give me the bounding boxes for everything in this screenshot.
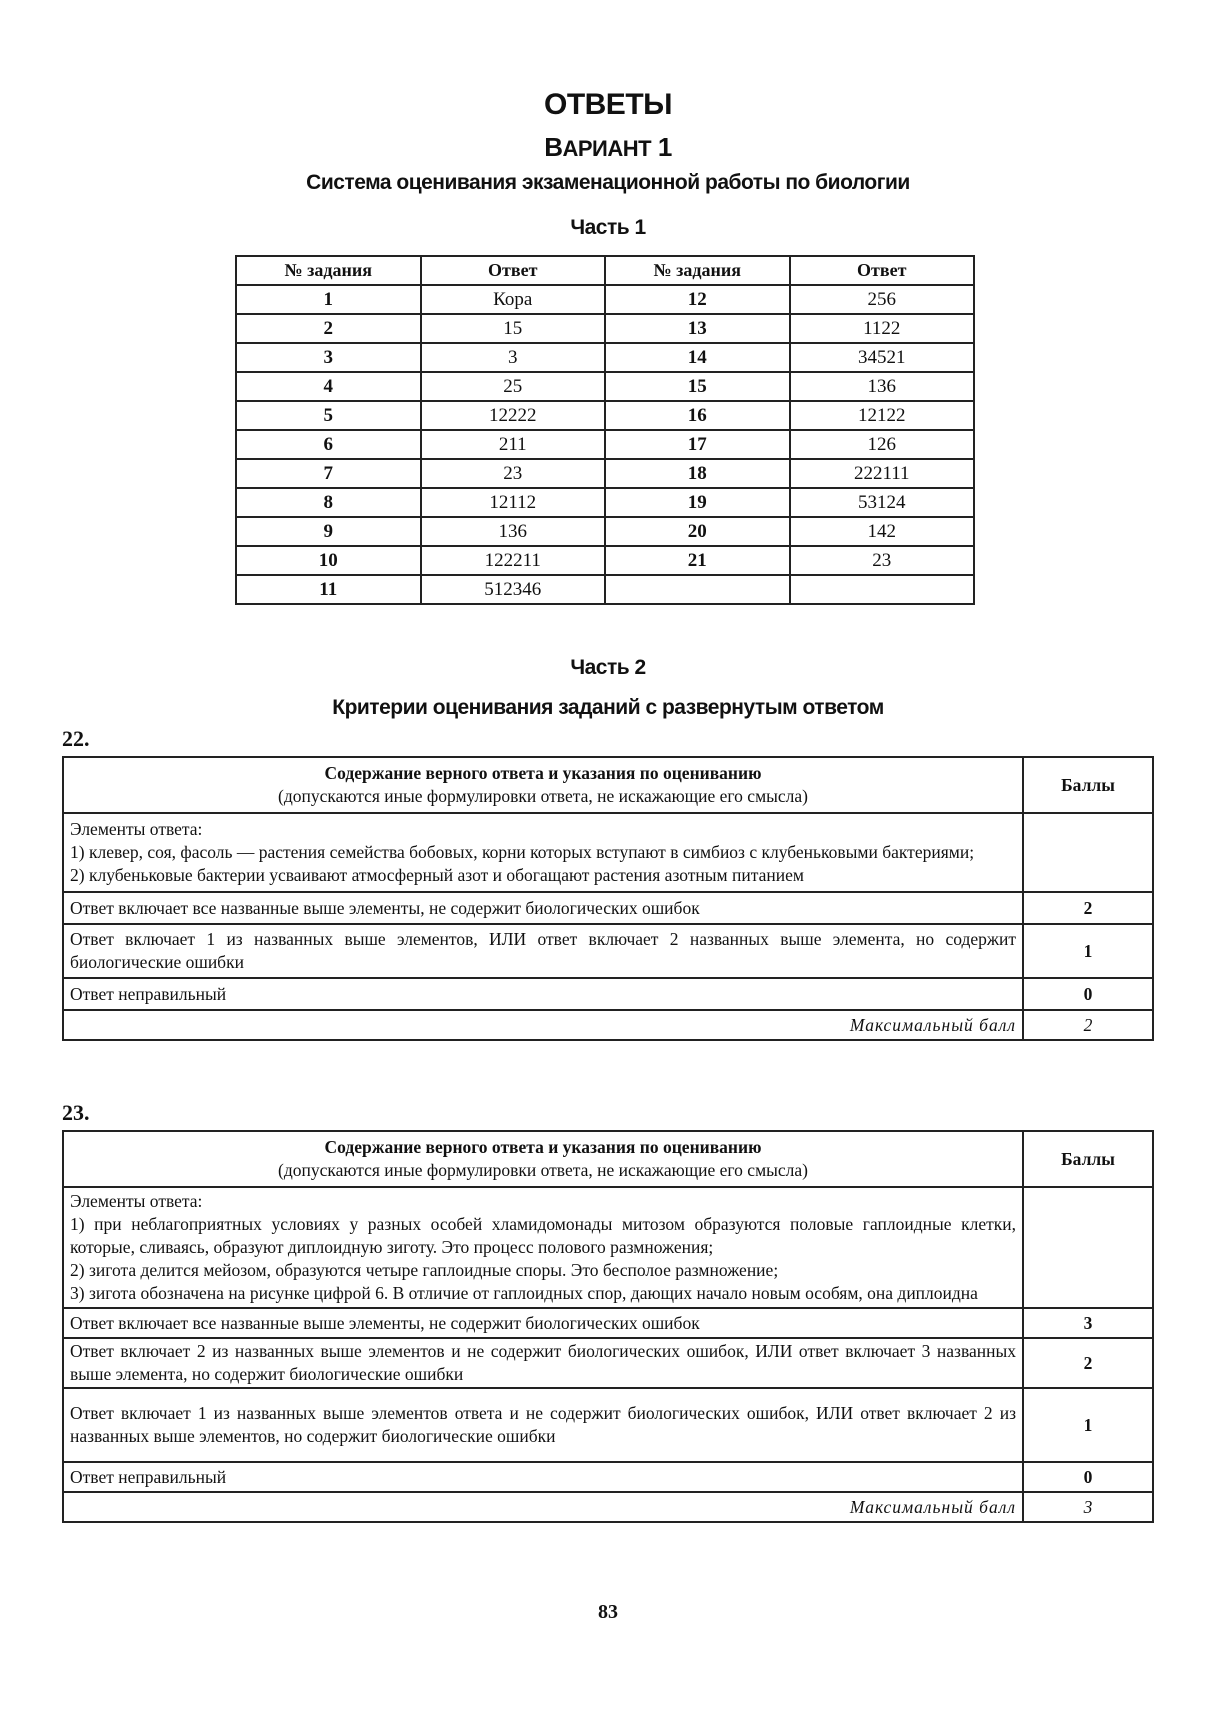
- task-number: 2: [236, 314, 421, 343]
- answer-value: 12112: [421, 488, 605, 517]
- answer-value: 12222: [421, 401, 605, 430]
- criterion-score: 0: [1023, 978, 1153, 1010]
- task-number: 5: [236, 401, 421, 430]
- content-header: [63, 1131, 1023, 1187]
- task-22-label: 22.: [62, 726, 90, 751]
- criterion-text: Ответ включает все названные выше элементы, не содержит биологических ошибок: [63, 1308, 1023, 1338]
- answer-value: 211: [421, 430, 605, 459]
- empty-score-cell: [1023, 813, 1153, 892]
- criterion-row: [63, 978, 1153, 1010]
- table-row: [236, 517, 974, 546]
- answer-value: 53124: [790, 488, 974, 517]
- task-number: 18: [605, 459, 790, 488]
- elements-label: Элементы ответа:: [70, 1191, 203, 1211]
- variant-number: 1: [657, 132, 672, 162]
- answer-element: 3) зигота обозначена на рисунке цифрой 6. В отличие от гаплоидных спор, дающих начало новым особям, она диплоидна: [70, 1283, 978, 1303]
- criterion-text: Ответ включает 1 из названных выше элементов, ИЛИ ответ включает 2 названных выше элемента, но содержит биологические ошибки: [63, 924, 1023, 978]
- score-header: Баллы: [1023, 757, 1153, 813]
- table-row: [236, 343, 974, 372]
- table-row: [236, 401, 974, 430]
- table-row: [236, 430, 974, 459]
- header-task-no: № задания: [236, 256, 421, 285]
- task-number: 10: [236, 546, 421, 575]
- answer-value: 126: [790, 430, 974, 459]
- task-number: 3: [236, 343, 421, 372]
- criteria-heading: Критерии оценивания заданий с развернутым ответом: [332, 696, 884, 719]
- criterion-score: 2: [1023, 892, 1153, 924]
- part1-heading: Часть 1: [570, 216, 646, 239]
- answer-value: 3: [421, 343, 605, 372]
- answer-value: 1122: [790, 314, 974, 343]
- grading-system-heading: Система оценивания экзаменационной работы по биологии: [306, 171, 910, 194]
- variant-word: АРИАНТ: [562, 136, 652, 161]
- answer-value: 25: [421, 372, 605, 401]
- table-row: [236, 314, 974, 343]
- criterion-row: [63, 1308, 1153, 1338]
- criterion-score: 1: [1023, 924, 1153, 978]
- criterion-row: [63, 924, 1153, 978]
- task-number: 11: [236, 575, 421, 604]
- answer-value: [790, 575, 974, 604]
- task-number: 7: [236, 459, 421, 488]
- answer-value: 23: [421, 459, 605, 488]
- answers-table: [235, 255, 975, 605]
- task-number: 1: [236, 285, 421, 314]
- answer-element: 1) клевер, соя, фасоль — растения семейства бобовых, корни которых вступают в симбиоз с клубеньковыми бактериями;: [70, 842, 975, 862]
- answer-value: Кора: [421, 285, 605, 314]
- task-number: 4: [236, 372, 421, 401]
- answer-value: 512346: [421, 575, 605, 604]
- task-number: 14: [605, 343, 790, 372]
- answer-elements-row: [63, 813, 1153, 892]
- criterion-score: 0: [1023, 1462, 1153, 1492]
- criterion-row: [63, 1338, 1153, 1388]
- content-header-note: (допускаются иные формулировки ответа, не искажающие его смысла): [278, 786, 808, 806]
- criteria-header-row: [63, 757, 1153, 813]
- max-score-row: [63, 1010, 1153, 1040]
- criterion-row: [63, 1388, 1153, 1462]
- criterion-text: Ответ включает все названные выше элементы, не содержит биологических ошибок: [63, 892, 1023, 924]
- answer-value: 12122: [790, 401, 974, 430]
- answer-value: 136: [421, 517, 605, 546]
- answers-header-row: [236, 256, 974, 285]
- task-23-criteria-table: [62, 1130, 1154, 1523]
- max-score-value: 3: [1023, 1492, 1153, 1522]
- content-header-note: (допускаются иные формулировки ответа, не искажающие его смысла): [278, 1160, 808, 1180]
- answer-value: 142: [790, 517, 974, 546]
- criterion-text: Ответ неправильный: [63, 978, 1023, 1010]
- task-number: [605, 575, 790, 604]
- criterion-text: Ответ включает 1 из названных выше элементов ответа и не содержит биологических ошибок, ИЛИ ответ включает 2 из названных выше элементов, но содержит биологические ошибки: [63, 1388, 1023, 1462]
- answer-value: 256: [790, 285, 974, 314]
- task-number: 21: [605, 546, 790, 575]
- task-number: 20: [605, 517, 790, 546]
- score-header: Баллы: [1023, 1131, 1153, 1187]
- criterion-row: [63, 892, 1153, 924]
- answer-value: 122211: [421, 546, 605, 575]
- content-header-title: Содержание верного ответа и указания по оцениванию: [324, 763, 762, 783]
- table-row: [236, 488, 974, 517]
- page-number: 83: [598, 1601, 618, 1623]
- answer-value: 23: [790, 546, 974, 575]
- task-number: 12: [605, 285, 790, 314]
- answer-value: 15: [421, 314, 605, 343]
- elements-label: Элементы ответа:: [70, 819, 203, 839]
- answer-value: 136: [790, 372, 974, 401]
- answer-elements: [63, 1187, 1023, 1308]
- criterion-score: 3: [1023, 1308, 1153, 1338]
- criterion-text: Ответ включает 2 из названных выше элементов и не содержит биологических ошибок, ИЛИ ответ включает 3 названных выше элемента, но содержит биологические ошибки: [63, 1338, 1023, 1388]
- header-task-no: № задания: [605, 256, 790, 285]
- empty-score-cell: [1023, 1187, 1153, 1308]
- task-number: 6: [236, 430, 421, 459]
- header-answer: Ответ: [790, 256, 974, 285]
- table-row: [236, 575, 974, 604]
- task-number: 13: [605, 314, 790, 343]
- task-number: 15: [605, 372, 790, 401]
- criterion-row: [63, 1462, 1153, 1492]
- task-22-criteria-table: [62, 756, 1154, 1041]
- task-number: 8: [236, 488, 421, 517]
- variant-initial: В: [544, 132, 563, 162]
- max-score-label: Максимальный балл: [63, 1010, 1023, 1040]
- table-row: [236, 546, 974, 575]
- answer-elements: [63, 813, 1023, 892]
- page-title: ОТВЕТЫ: [543, 88, 673, 121]
- answer-element: 2) клубеньковые бактерии усваивают атмосферный азот и обогащают растения азотным питанием: [70, 865, 804, 885]
- header-answer: Ответ: [421, 256, 605, 285]
- criterion-score: 1: [1023, 1388, 1153, 1462]
- max-score-value: 2: [1023, 1010, 1153, 1040]
- max-score-label: Максимальный балл: [63, 1492, 1023, 1522]
- table-row: [236, 285, 974, 314]
- answer-elements-row: [63, 1187, 1153, 1308]
- task-number: 9: [236, 517, 421, 546]
- answer-element: 1) при неблагоприятных условиях у разных особей хламидомонады митозом образуются половые гаплоидные клетки, которые, сливаясь, образуют диплоидную зиготу. Это процесс полового размножения;: [70, 1214, 1016, 1257]
- answer-value: 222111: [790, 459, 974, 488]
- criterion-text: Ответ неправильный: [63, 1462, 1023, 1492]
- content-header: [63, 757, 1023, 813]
- max-score-row: [63, 1492, 1153, 1522]
- task-number: 17: [605, 430, 790, 459]
- criteria-header-row: [63, 1131, 1153, 1187]
- variant-heading: [0, 132, 1216, 163]
- criterion-score: 2: [1023, 1338, 1153, 1388]
- answer-element: 2) зигота делится мейозом, образуются четыре гаплоидные споры. Это бесполое размножение;: [70, 1260, 779, 1280]
- table-row: [236, 459, 974, 488]
- table-row: [236, 372, 974, 401]
- task-number: 16: [605, 401, 790, 430]
- content-header-title: Содержание верного ответа и указания по оцениванию: [324, 1137, 762, 1157]
- part2-heading: Часть 2: [570, 656, 646, 679]
- task-23-label: 23.: [62, 1100, 90, 1125]
- task-number: 19: [605, 488, 790, 517]
- answer-value: 34521: [790, 343, 974, 372]
